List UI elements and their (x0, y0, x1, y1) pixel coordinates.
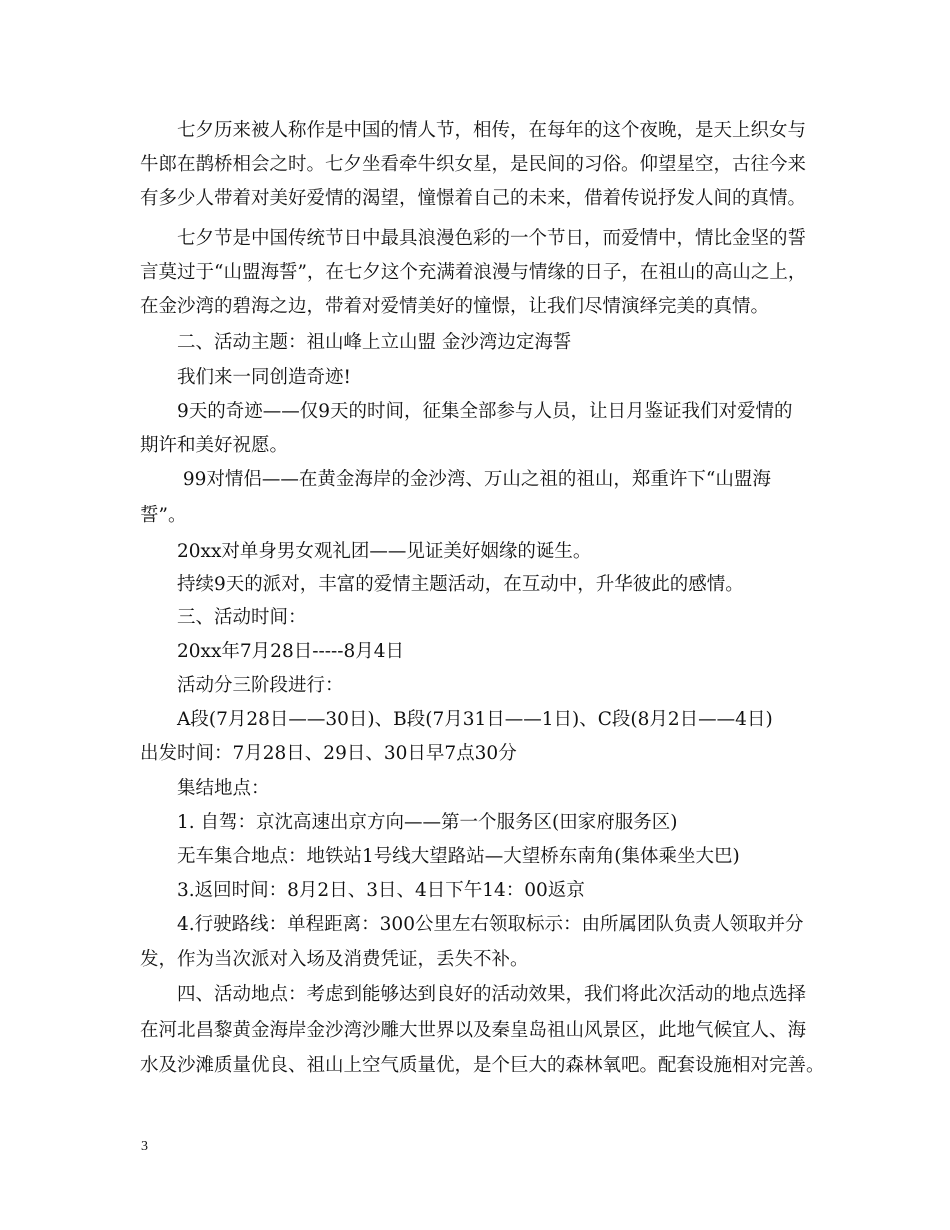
text-line: 4.行驶路线：单程距离：300公里左右领取标示：由所属团队负责人领取并分 (140, 914, 804, 935)
text-line: 有多少人带着对美好爱情的渴望，憧憬着自己的未来，借着传说抒发人间的真情。 (140, 188, 807, 209)
text-line: A段(7月28日——30日)、B段(7月31日——1日)、C段(8月2日——4日) (140, 709, 773, 730)
text-line: 9天的奇迹——仅9天的时间，征集全部参与人员，让日月鉴证我们对爱情的 (140, 401, 793, 422)
text-line: 1. 自驾：京沈高速出京方向——第一个服务区(田家府服务区) (140, 812, 678, 833)
text-line: 我们来一同创造奇迹! (140, 367, 351, 388)
text-line: 发，作为当次派对入场及消费凭证，丢失不补。 (140, 949, 529, 970)
text-line: 20xx对单身男女观礼团——见证美好姻缘的诞生。 (140, 541, 592, 562)
text-line: 水及沙滩质量优良、祖山上空气质量优，是个巨大的森林氧吧。配套设施相对完善。 (140, 1055, 825, 1076)
text-line: 无车集合地点：地铁站1号线大望路站—大望桥东南角(集体乘坐大巴) (140, 846, 740, 867)
text-line: 活动分三阶段进行： (140, 675, 344, 696)
section-heading: 三、活动时间： (140, 607, 307, 628)
text-line: 牛郎在鹊桥相会之时。七夕坐看牵牛织女星，是民间的习俗。仰望星空，古往今来 (140, 154, 807, 175)
text-line: 在金沙湾的碧海之边，带着对爱情美好的憧憬，让我们尽情演绎完美的真情。 (140, 296, 770, 317)
section-heading: 二、活动主题：祖山峰上立山盟 金沙湾边定海誓 (140, 332, 572, 353)
text-line: 持续9天的派对，丰富的爱情主题活动，在互动中，升华彼此的感情。 (140, 574, 744, 595)
text-line: 3.返回时间：8月2日、3日、4日下午14：00返京 (140, 880, 585, 901)
text-line: 在河北昌黎黄金海岸金沙湾沙雕大世界以及秦皇岛祖山风景区，此地气候宜人、海 (140, 1020, 807, 1041)
text-line: 七夕历来被人称作是中国的情人节，相传，在每年的这个夜晚，是天上织女与 (140, 120, 807, 141)
text-line: 七夕节是中国传统节日中最具浪漫色彩的一个节日，而爱情中，情比金坚的誓 (140, 228, 807, 249)
text-line: 誓”。 (140, 505, 187, 526)
page-number: 3 (141, 1139, 148, 1154)
section-heading: 四、活动地点：考虑到能够达到良好的活动效果，我们将此次活动的地点选择 (140, 984, 807, 1005)
text-line: 出发时间：7月28日、29日、30日早7点30分 (140, 743, 517, 764)
text-line: 期许和美好祝愿。 (140, 435, 289, 456)
text-line: 20xx年7月28日-----8月4日 (140, 641, 405, 662)
text-line: 言莫过于“山盟海誓”，在七夕这个充满着浪漫与情缘的日子，在祖山的高山之上， (140, 262, 807, 283)
text-line: 集结地点： (140, 778, 270, 799)
text-line: 99对情侣——在黄金海岸的金沙湾、万山之祖的祖山，郑重许下“山盟海 (140, 469, 771, 490)
